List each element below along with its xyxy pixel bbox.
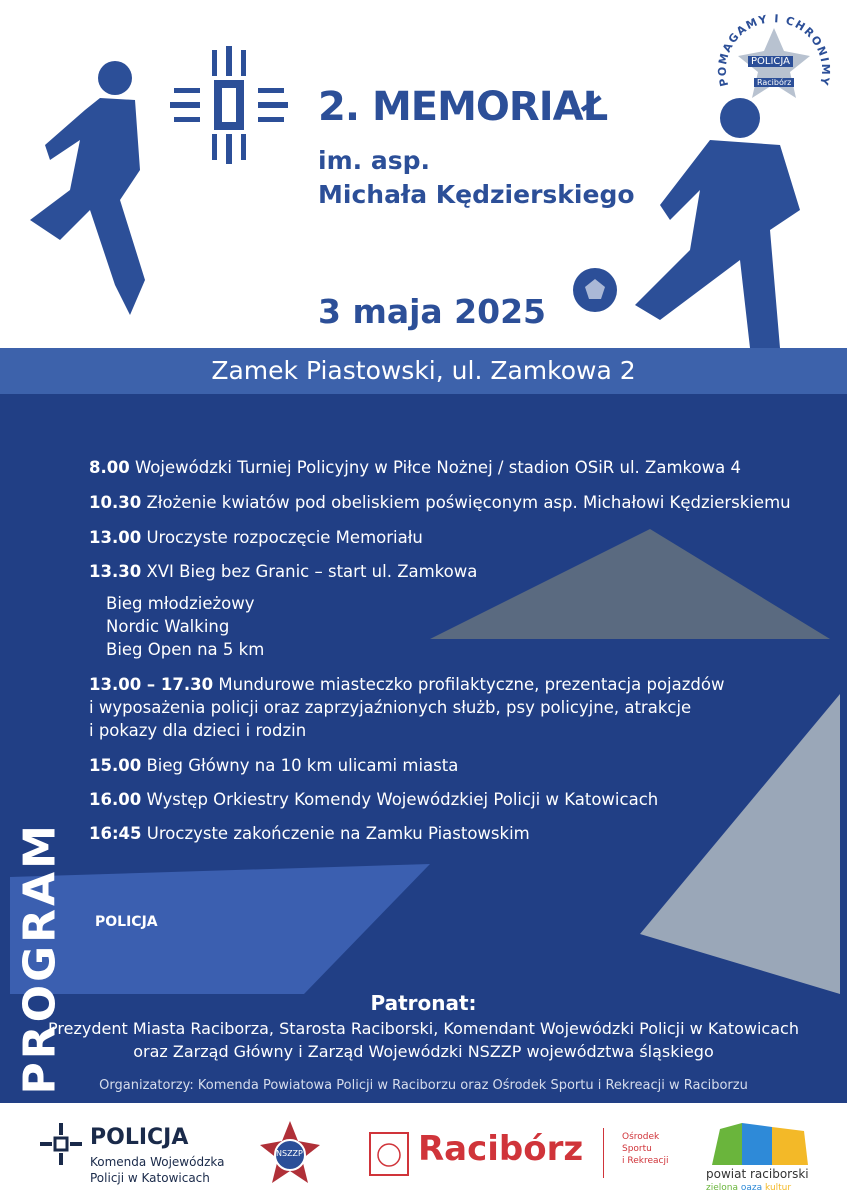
patronage-line: Prezydent Miasta Raciborza, Starosta Raciborski, Komendant Wojewódzki Policji w Katowicach (48, 1019, 799, 1038)
tag: kultur (765, 1183, 792, 1193)
raciborz-crest-icon (368, 1131, 410, 1177)
policja-line: Komenda Wojewódzka (90, 1155, 225, 1169)
item-time: 13.30 (89, 562, 142, 581)
tag: zielona (706, 1183, 738, 1193)
powiat-logo-icon (712, 1121, 808, 1165)
sub-item: Bieg Open na 5 km (106, 640, 265, 659)
item-time: 15.00 (89, 756, 142, 775)
program-item-continuation: i wyposażenia policji oraz zaprzyjaźnionych służb, psy policyjne, atrakcje (89, 698, 692, 717)
osir-logo (622, 1131, 668, 1167)
event-title: 2. MEMORIAŁ (318, 84, 608, 130)
item-time: 10.30 (89, 493, 142, 512)
program-item (89, 458, 741, 477)
item-text: XVI Bieg bez Granic – start ul. Zamkowa (141, 562, 478, 581)
police-raciborz-badge (712, 6, 836, 106)
location-band: Zamek Piastowski, ul. Zamkowa 2 (0, 348, 847, 394)
osir-line: Ośrodek (622, 1132, 660, 1142)
policja-line: Policji w Katowicach (90, 1171, 210, 1185)
program-item (89, 675, 724, 694)
item-text: Występ Orkiestry Komendy Wojewódzkiej Policji w Katowicach (141, 790, 659, 809)
osir-line: Sportu (622, 1144, 652, 1154)
item-time: 13.00 – 17.30 (89, 675, 214, 694)
sub-item: Nordic Walking (106, 617, 230, 636)
event-date: 3 maja 2025 (318, 292, 547, 331)
policja-star-icon (40, 1123, 82, 1165)
program-item (89, 824, 530, 843)
divider (603, 1128, 604, 1178)
footballer-silhouette-icon (630, 90, 830, 348)
patronage-line: oraz Zarząd Główny i Zarząd Wojewódzki NSZZP województwa śląskiego (133, 1042, 714, 1061)
item-time: 16:45 (89, 824, 142, 843)
event-subtitle: im. asp. (318, 146, 430, 175)
sponsor-footer (0, 1103, 847, 1200)
item-time: 16.00 (89, 790, 142, 809)
powiat-tagline (706, 1183, 791, 1193)
item-text: Mundurowe miasteczko profilaktyczne, prezentacja pojazdów (213, 675, 725, 694)
fingerprint-photo (640, 694, 840, 994)
event-honoree: Michała Kędzierskiego (318, 180, 635, 209)
badge-city: Racibórz (754, 78, 794, 87)
item-text: Bieg Główny na 10 km ulicami miasta (141, 756, 459, 775)
police-car-photo (10, 864, 430, 994)
badge-ring-text-path: POMAGAMY I CHRONIMY (715, 12, 833, 88)
program-item-continuation: i pokazy dla dzieci i rodzin (89, 721, 307, 740)
program-heading: PROGRAM (14, 822, 66, 1095)
osir-line: i Rekreacji (622, 1156, 669, 1166)
organizers: Organizatorzy: Komenda Powiatowa Policji w Raciborzu oraz Ośrodek Sportu i Rekreacji w Raciborzu (99, 1078, 748, 1093)
football-icon (570, 265, 620, 315)
powiat-name: powiat raciborski (706, 1167, 809, 1181)
item-text: Wojewódzki Turniej Policyjny w Piłce Nożnej / stadion OSiR ul. Zamkowa 4 (129, 458, 741, 477)
program-item (89, 756, 458, 775)
item-text: Uroczyste rozpoczęcie Memoriału (141, 528, 423, 547)
program-item (89, 528, 423, 547)
item-time: 8.00 (89, 458, 130, 477)
badge-label: POLICJA (748, 56, 793, 67)
item-text: Uroczyste zakończenie na Zamku Piastowskim (141, 824, 530, 843)
program-item (89, 562, 477, 581)
car-label: POLICJA (95, 914, 158, 930)
item-time: 13.00 (89, 528, 142, 547)
raciborz-logo-text: Racibórz (418, 1129, 584, 1169)
police-star-logo-icon (168, 44, 290, 166)
tag: oaza (740, 1183, 763, 1193)
band-photo (430, 529, 830, 639)
patronage-heading: Patronat: (370, 991, 477, 1015)
poster-header (0, 0, 847, 348)
policja-name: POLICJA (90, 1125, 189, 1150)
program-item (89, 493, 791, 512)
item-text: Złożenie kwiatów pod obeliskiem poświęconym asp. Michałowi Kędzierskiemu (141, 493, 791, 512)
sub-item: Bieg młodzieżowy (106, 594, 255, 613)
program-item (89, 790, 658, 809)
nszzp-label: NSZZP (276, 1149, 303, 1158)
runner-silhouette-icon (20, 50, 170, 330)
